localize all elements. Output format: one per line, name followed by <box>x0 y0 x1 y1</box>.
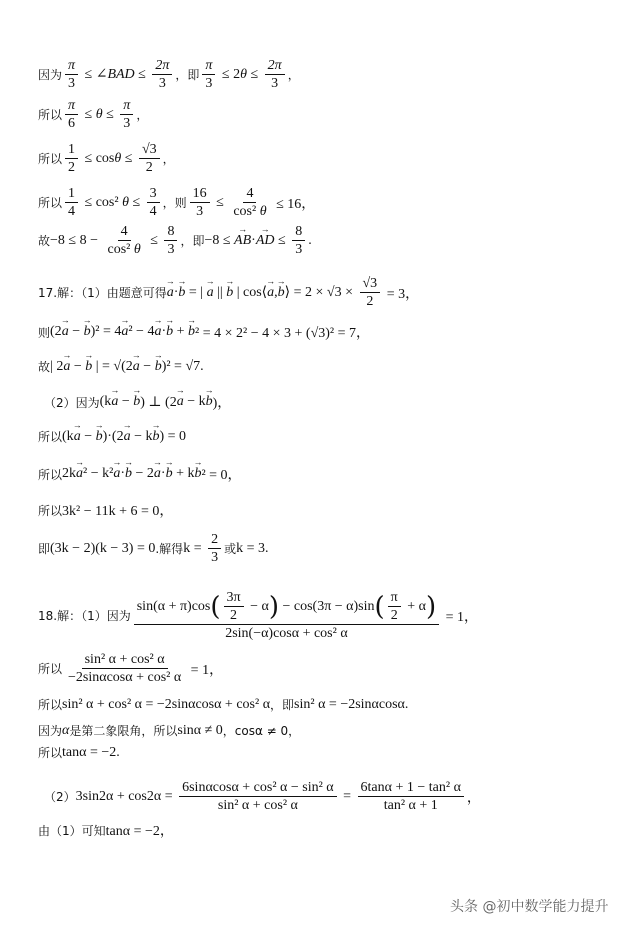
fraction: $\frac{1}{4}$ <box>65 186 78 219</box>
problem-18-line-6: （2） 3sin2α + cos2α = $\frac{\text{6sinαcosα + cos² α − sin² α}}{\text{sin² α + cos² α}}$ = $\frac{\text{6tanα + 1 − tan² α}}{\text{tan² α + 1}}$ ， <box>44 780 481 813</box>
fraction: $\frac{\text{6sinαcosα + cos² α − sin² α}}{\text{sin² α + cos² α}}$ <box>179 780 337 813</box>
solution-line-4: 所以 $\frac{1}{4}$ ≤ cos² θ ≤ $\frac{3}{4}$ ，则 $\frac{16}{3}$ ≤ $\frac{4}{\text{cos² θ}}$ ≤ 16， <box>38 186 316 219</box>
fraction: $\frac{4}{\text{cos² θ}}$ <box>233 186 267 219</box>
fraction: $\frac{\pi}{6}$ <box>65 98 78 131</box>
fraction: $\frac{2\pi}{3}$ <box>152 58 172 91</box>
watermark: 头条 @初中数学能力提升 <box>450 899 609 915</box>
problem-18-line-1: 18.解：（1）因为 sin(α + π)cos ( $\frac{3\pi}{2}$ − α ) − cos(3π − α)sin ( $\frac{\pi}{2}$ + α ) 2sin(−α)cosα + cos² α = 1， <box>38 590 479 641</box>
problem-17-line-7: 所以 3k² − 11k + 6 = 0， <box>38 503 174 519</box>
fraction: $\frac{\pi}{3}$ <box>120 98 133 131</box>
fraction: $\frac{4}{\text{cos² θ}}$ <box>107 224 141 257</box>
fraction: $\frac{8}{3}$ <box>292 224 305 257</box>
problem-18-line-4: 因为 α 是第二象限角，所以 sinα ≠ 0 ，cosα ≠ 0， <box>38 722 301 738</box>
problem-17-line-5: 所以 (k → a − → b )·(2 → a − k → b ) = 0 <box>38 428 186 445</box>
fraction: $\frac{\text{6tanα + 1 − tan² α}}{\text{tan² α + 1}}$ <box>358 780 464 813</box>
solution-line-5: 故 −8 ≤ 8 − $\frac{4}{\text{cos² θ}}$ ≤ $\frac{8}{3}$ ，即 −8 ≤ → AB · → AD ≤ $\frac{8}{3}$ . <box>38 224 312 257</box>
problem-18-line-2: 所以 $\frac{\text{sin² α + cos² α}}{\text{−2sinαcosα + cos² α}}$ = 1， <box>38 652 224 685</box>
problem-17-line-2: 则 (2 → a − → b )² = 4 → a ² − 4 → a · → b + → b ² = 4 × 2² − 4 × 3 + (√3)² = 7， <box>38 322 370 342</box>
fraction: $\frac{\pi}{3}$ <box>202 58 215 91</box>
problem-17-line-4: （2）因为 (k → a − → b ) ⊥ (2 → a − k → b )， <box>44 392 231 412</box>
fraction: $\frac{8}{3}$ <box>164 224 177 257</box>
problem-18-line-7: 由（1）可知 tanα = −2， <box>38 823 174 839</box>
fraction: $\frac{2\pi}{3}$ <box>265 58 285 91</box>
solution-line-2: 所以 $\frac{\pi}{6}$ ≤ θ ≤ $\frac{\pi}{3}$ ， <box>38 98 149 131</box>
solution-line-3: 所以 $\frac{1}{2}$ ≤ cos θ ≤ $\frac{√3}{2}$ ， <box>38 142 175 175</box>
fraction: $\frac{3}{4}$ <box>147 186 160 219</box>
fraction: sin(α + π)cos ( $\frac{3\pi}{2}$ − α ) − cos(3π − α)sin ( $\frac{\pi}{2}$ + α ) 2sin(−α)cosα + cos² α <box>134 590 439 641</box>
fraction: $\frac{\pi}{3}$ <box>65 58 78 91</box>
problem-17-line-1: 17.解：（1）由题意可得 → a · → b = | → a || → b | cos⟨ → a , → b ⟩ = 2 × √3 × $\frac{√3}{2}$ = 3， <box>38 276 419 309</box>
fraction: $\frac{\text{sin² α + cos² α}}{\text{−2sinαcosα + cos² α}}$ <box>68 652 182 685</box>
fraction: $\frac{1}{2}$ <box>65 142 78 175</box>
fraction: $\frac{√3}{2}$ <box>139 142 160 175</box>
fraction: $\frac{2}{3}$ <box>208 532 221 565</box>
fraction: $\frac{√3}{2}$ <box>360 276 381 309</box>
problem-18-line-3: 所以 sin² α + cos² α = −2sinαcosα + cos² α ，即 sin² α = −2sinαcosα . <box>38 696 409 712</box>
problem-18-line-5: 所以 tanα = −2. <box>38 744 120 760</box>
fraction: $\frac{16}{3}$ <box>190 186 210 219</box>
solution-line-1: 因为 $\frac{\pi}{3}$ ≤ ∠ BAD ≤ $\frac{2\pi}{3}$ ，即 $\frac{\pi}{3}$ ≤ 2 θ ≤ $\frac{2\pi}{3}$ ， <box>38 58 300 91</box>
problem-17-line-8: 即 (3k − 2)(k − 3) = 0 .解得 k = $\frac{2}{3}$ 或 k = 3. <box>38 532 269 565</box>
problem-17-line-6: 所以 2k → a ² − k² → a · → b − 2 → a · → b + k → b ² = 0， <box>38 464 242 484</box>
problem-17-line-3: 故 | 2 → a − → b | = √(2 → a − → b )² = √7. <box>38 358 204 375</box>
